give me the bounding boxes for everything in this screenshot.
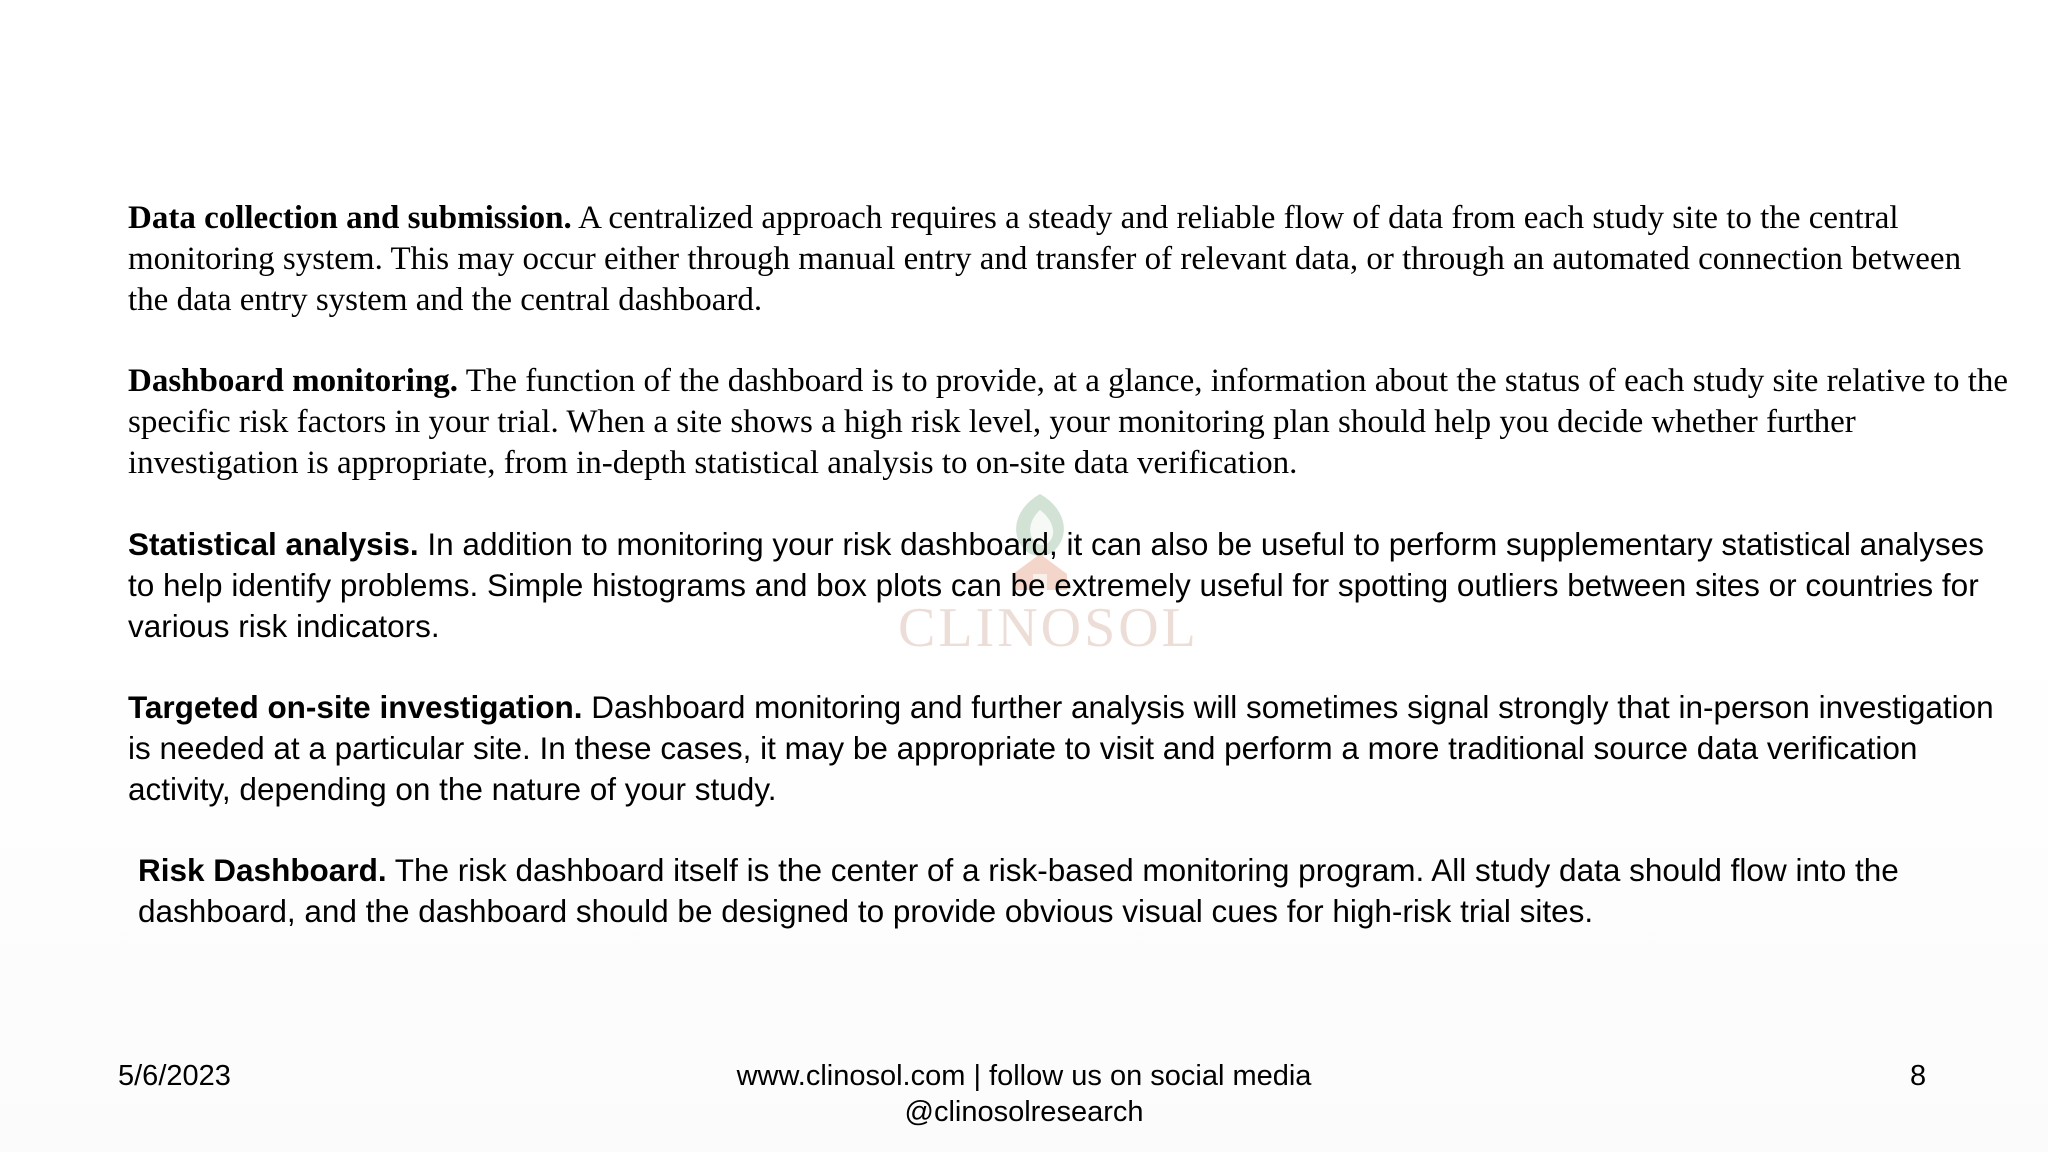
- paragraph-heading: Dashboard monitoring.: [128, 363, 459, 399]
- paragraph-data-collection: [128, 198, 2008, 321]
- paragraph-statistical-analysis: [128, 524, 2008, 647]
- paragraph-body: The function of the dashboard is to provide, at a glance, information about the status of each study site relative to the specific risk factors in your trial. When a site shows a high risk level, your monitoring plan should help you decide whether further investigation is appropriate, from in-depth statistical analysis to on-site data verification.: [128, 363, 2009, 481]
- footer-website: [524, 1058, 1524, 1130]
- paragraph-heading: Statistical analysis.: [128, 526, 419, 562]
- paragraph-heading: Data collection and submission.: [128, 200, 572, 236]
- paragraph-body: A centralized approach requires a steady and reliable flow of data from each study site to the central monitoring system. This may occur either through manual entry and transfer of relevant data, or through an automated connection between the data entry system and the central dashboard.: [128, 200, 1962, 318]
- footer-social-handle: @clinosolresearch: [904, 1096, 1144, 1128]
- paragraph-targeted-investigation: [128, 687, 2008, 810]
- paragraph-body: Dashboard monitoring and further analysis will sometimes signal strongly that in-person investigation is needed at a particular site. In these cases, it may be appropriate to visit and perform a more traditional source data verification activity, depending on the nature of your study.: [128, 689, 1994, 807]
- paragraph-risk-dashboard: [128, 850, 2008, 932]
- watermark-text: CLINOSOL: [898, 597, 1199, 659]
- paragraph-heading: Risk Dashboard.: [138, 852, 387, 888]
- slide-body: [128, 198, 2008, 972]
- paragraph-body: The risk dashboard itself is the center of a risk-based monitoring program. All study data should flow into the dashboard, and the dashboard should be designed to provide obvious visual cues for high-risk trial sites.: [138, 852, 1899, 929]
- footer-website-line: www.clinosol.com | follow us on social media: [736, 1060, 1312, 1092]
- paragraph-body: In addition to monitoring your risk dashboard, it can also be useful to perform supplementary statistical analyses to help identify problems. Simple histograms and box plots can be extremely useful for spotting outliers between sites or countries for various risk indicators.: [128, 526, 1984, 644]
- footer-date: 5/6/2023: [118, 1060, 231, 1092]
- footer-page-number: 8: [1910, 1060, 1927, 1092]
- paragraph-dashboard-monitoring: [128, 361, 2008, 484]
- paragraph-heading: Targeted on-site investigation.: [128, 689, 583, 725]
